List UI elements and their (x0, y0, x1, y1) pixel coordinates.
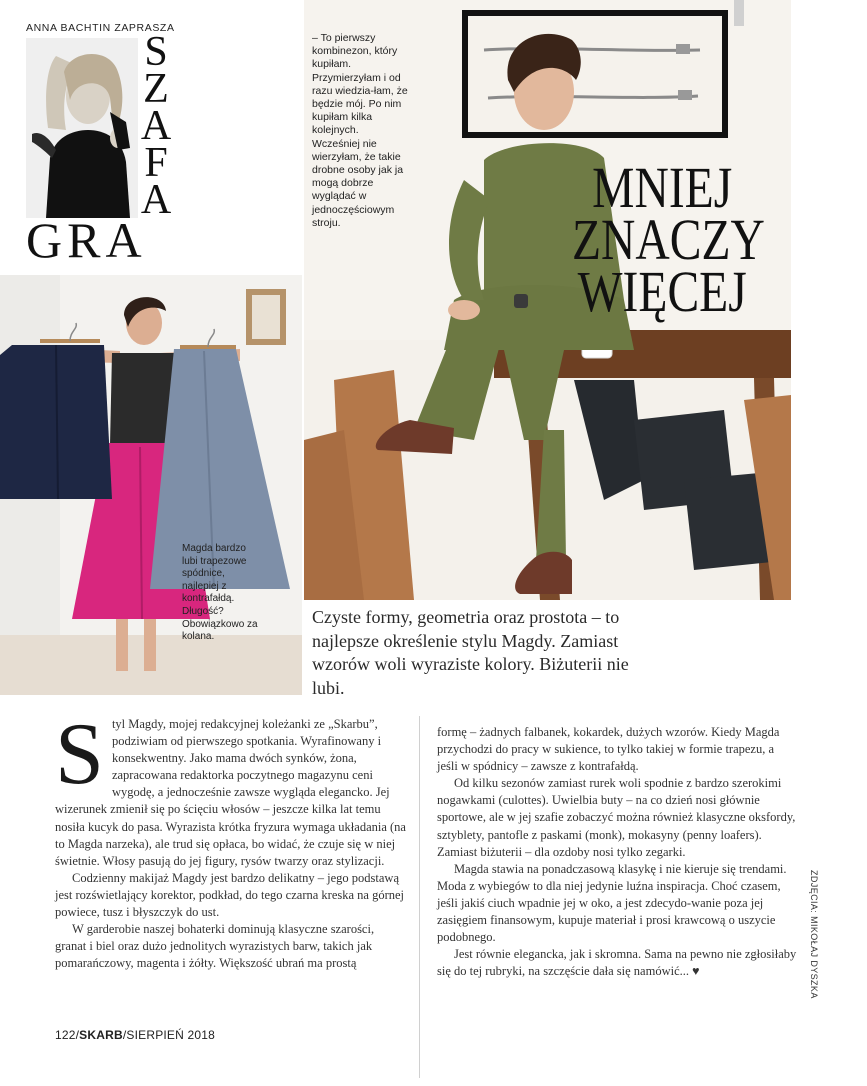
skirt-caption: Magda bardzo lubi trapezowe spódnice, najlepiej z kontrafałdą. Długość? Obowiązkowo za kolana. (182, 543, 258, 643)
title-vertical (138, 29, 174, 223)
title-gra: GRA (26, 212, 147, 268)
title-letter: A (140, 177, 172, 223)
title-letter: A (140, 103, 172, 149)
headline-line: WIĘCEJ (577, 259, 747, 324)
body-column-1 (55, 706, 407, 972)
photo-credit-text: ZDJĘCIA: MIKOŁAJ DYSZKA (809, 870, 819, 999)
drop-cap: S (55, 706, 104, 803)
headline-line: MNIEJ (592, 155, 733, 220)
column-divider (419, 716, 420, 1078)
author-portrait (26, 38, 138, 218)
magazine-name: SKARB (79, 1028, 123, 1042)
issue-date: SIERPIEŃ 2018 (126, 1028, 216, 1042)
page-footer: 122/SKARB/SIERPIEŃ 2018 (55, 1028, 216, 1042)
body-column-2 (437, 724, 797, 980)
body-paragraph: tyl Magdy, mojej redakcyjnej koleżanki ze „Skarbu”, podziwiam od pierwszego spotkania. Wyrafinowany i konsekwentny. Jako mama dwóch synków, żona, zapracowana redaktorka poczytnego magazynu ceni wygodę, a jednocześnie zawsze wygląda elegancko. Jej wizerunek zmienił się po ścięciu włosów – jeszcze kilka lat temu nosiła kucyk do pasa. Wyrazista krótka fryzura wymaga układania (na to Magda narzeka), ale trud się opłaca, bo widać, że czuje się w niej świetnie. Włosy pasują do jej figury, rysów twarzy oraz stylizacji. (55, 717, 406, 868)
title-letter: F (144, 140, 168, 186)
headline (572, 155, 765, 324)
body-paragraph: Codzienny makijaż Magdy jest bardzo delikatny – jego podstawą jest rozświetlający korektor, podkład, do tego czarna kreska na górnej powiece, tusz i błyszczyk do ust. (55, 870, 405, 920)
lead-paragraph: Czyste formy, geometria oraz prostota – to najlepsze określenie stylu Magdy. Zamiast wzorów woli wyraziste kolory. Biżuterii nie lubi. (312, 607, 629, 698)
photo-credit (808, 870, 822, 1020)
body-paragraph: W garderobie naszej bohaterki dominują klasyczne szarości, granat i biel oraz dużo jednolitych wyrazistych barw, takich jak pomarańczowy, magenta i żółty. Większość ubrań ma prostą (55, 922, 375, 971)
column-kicker: ANNA BACHTIN ZAPRASZA (26, 22, 175, 34)
page-number: 122 (55, 1028, 76, 1042)
body-paragraph: formę – żadnych falbanek, kokardek, dużych wzorów. Kiedy Magda przychodzi do pracy w sukience, to tylko takiej w formie trapezu, a jeśli w spódnicy – zawsze z kontrafałdą. (437, 725, 780, 774)
quote-caption: – To pierwszy kombinezon, który kupiłam. Przymierzyłam i od razu wiedzia-łam, że będzie mój. Po nim kupiłam kilka kolejnych. Wcześniej nie wierzyłam, że takie drobne osoby jak ja mogą dobrze wyglądać w jednoczęściowym stroju. (312, 32, 408, 229)
headline-line: ZNACZY (572, 207, 765, 272)
body-paragraph: Od kilku sezonów zamiast rurek woli spodnie z bardzo szerokimi nogawkami (culottes). Uwielbia buty – na co dzień nosi głównie sportowe, ale w jej szafie zobaczyć można również klasyczne oksfordy, sztyblety, pantofle z paskami (monk), mokasyny (penny loafers). Zamiast biżuterii – dla ozdoby nosi tylko zegarki. (437, 776, 796, 859)
title-letter: Z (143, 66, 169, 112)
body-paragraph: Magda stawia na ponadczasową klasykę i nie kieruje się trendami. Moda z wybiegów to dla niej jedynie luźna inspiracja. Choć czasem, jeśli jakiś ciuch wpadnie jej w oko, a jest zdecydo-wanie poza jej zasięgiem finansowym, kupuje materiał i prosi krawcową o uszycie podobnego. (437, 861, 787, 945)
body-paragraph: Jest równie elegancka, jak i skromna. Sama na pewno nie zgłosiłaby się do tej rubryki, na szczęście dała się namówić... ♥ (437, 947, 797, 979)
title-letter: S (144, 29, 168, 75)
